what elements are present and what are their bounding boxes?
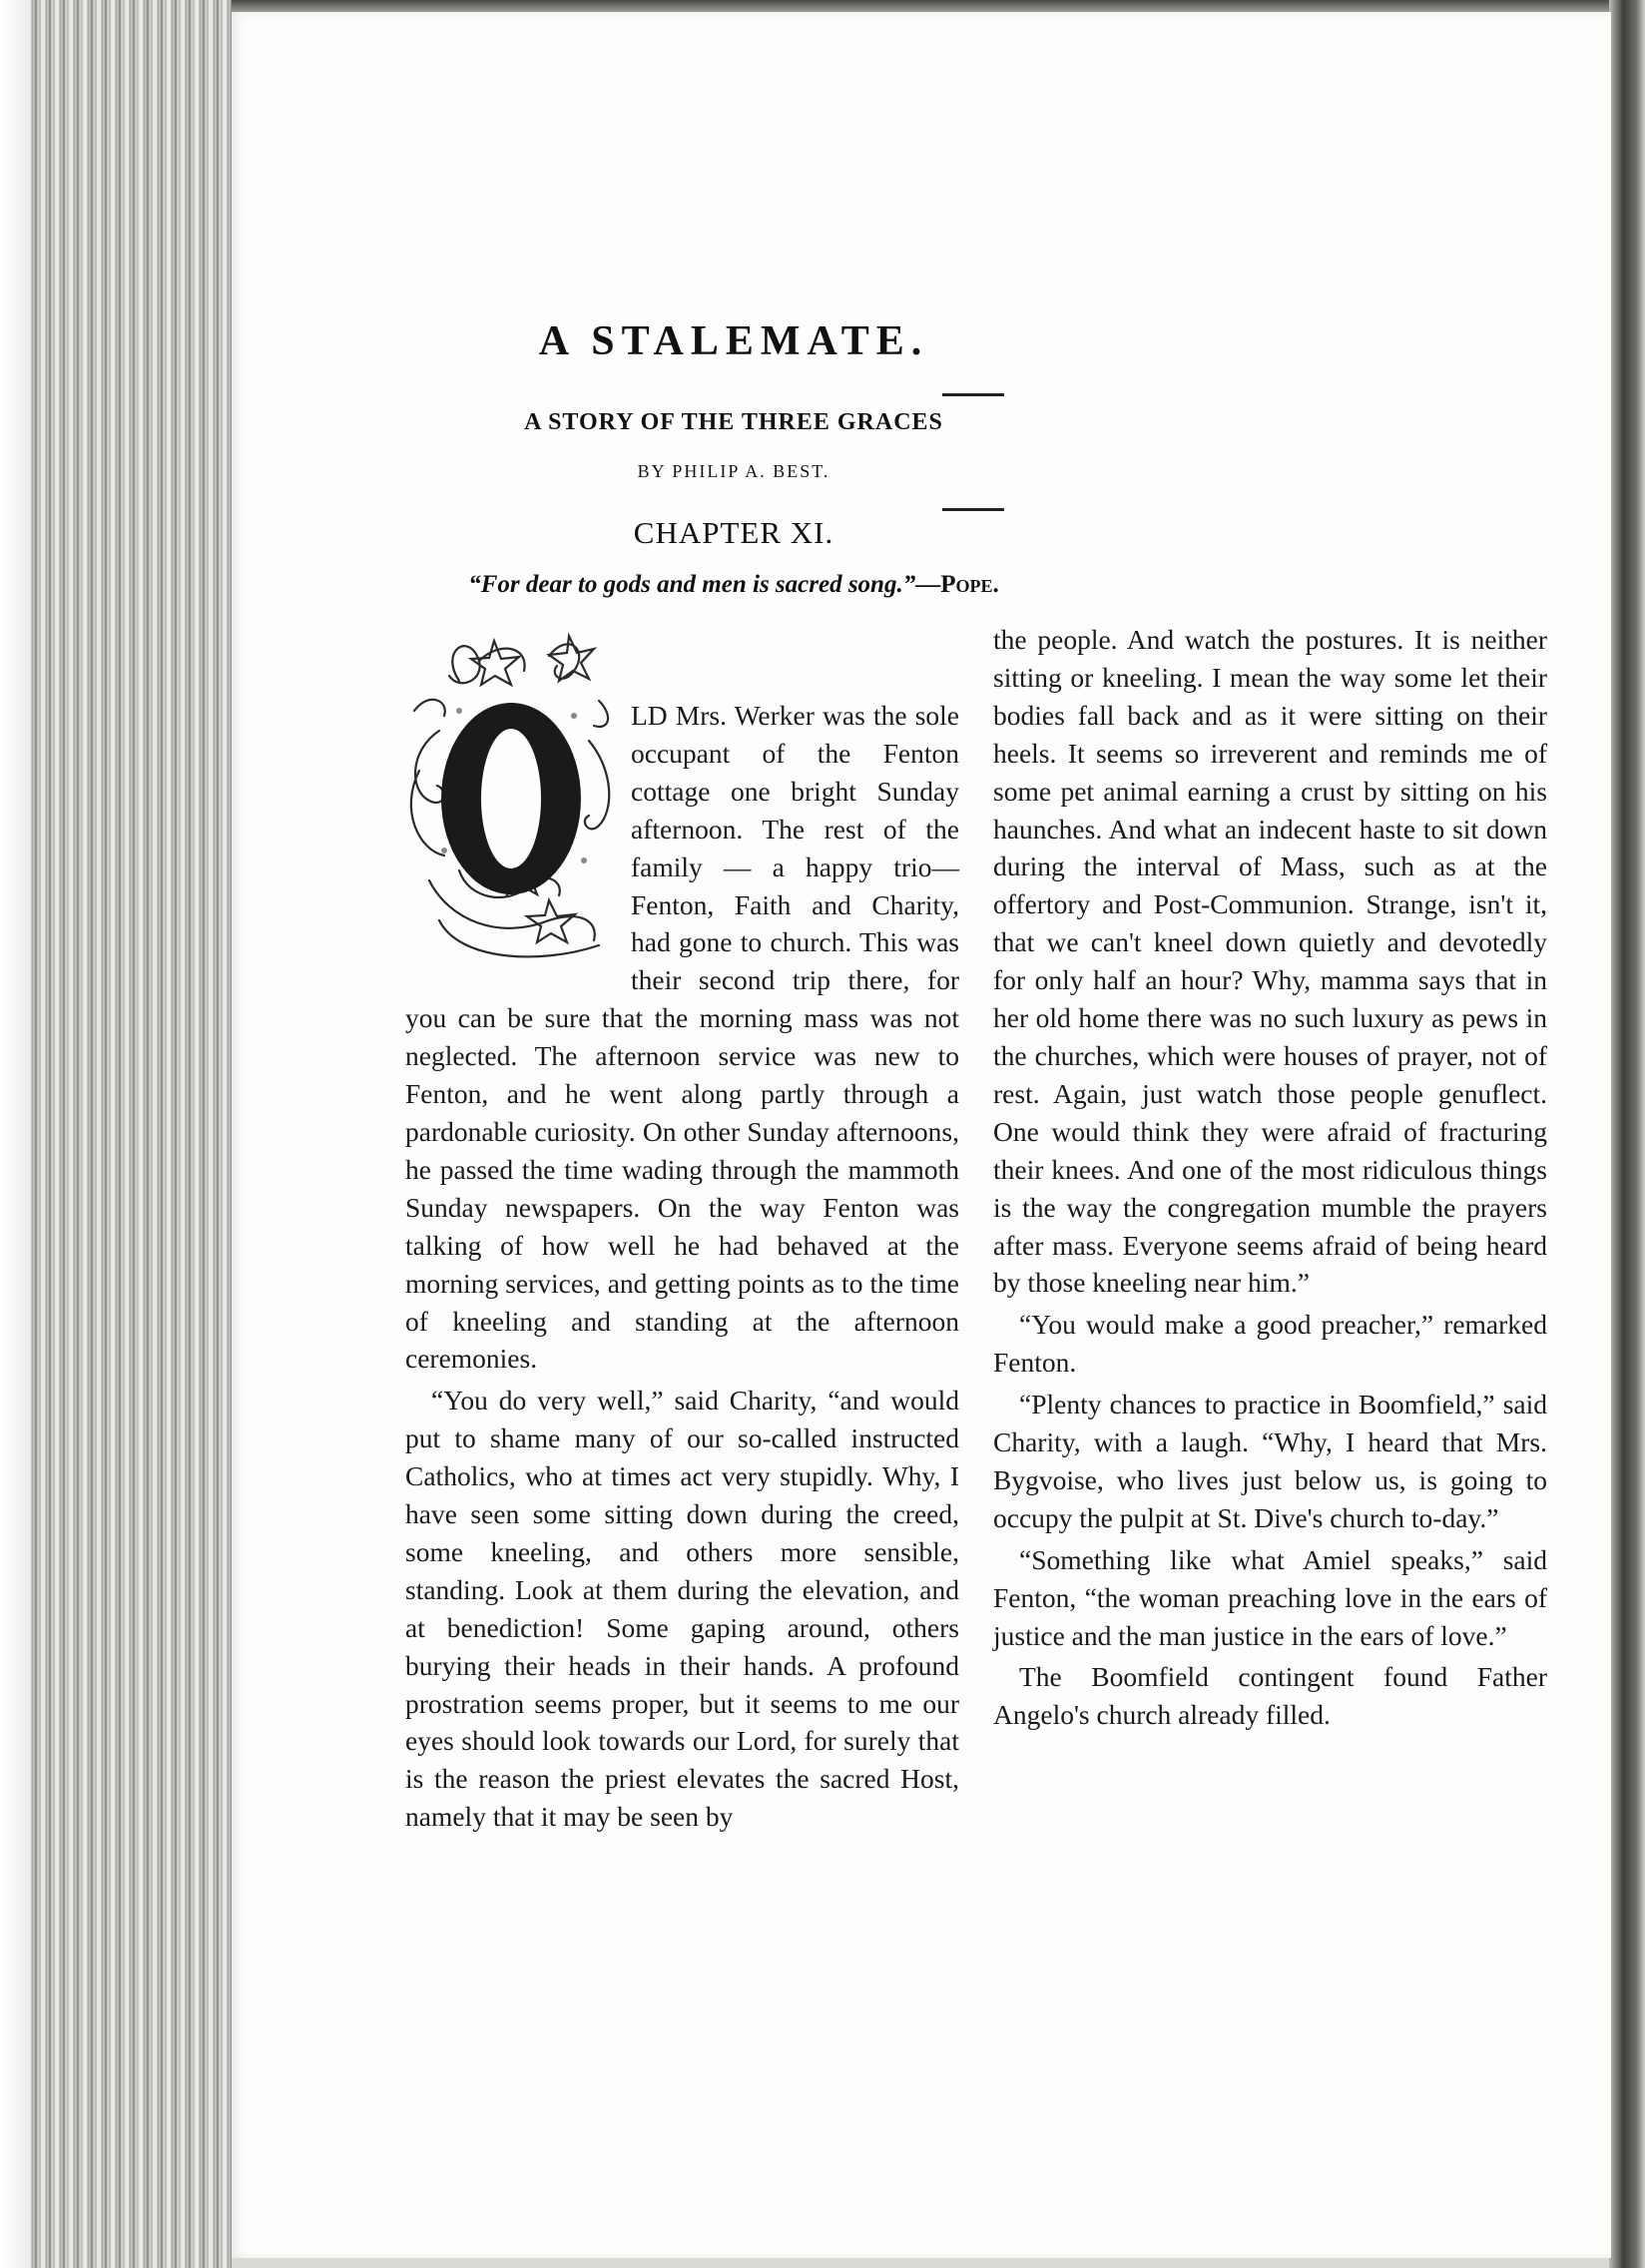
article-byline: BY PHILIP A. BEST. — [637, 461, 830, 481]
epigraph — [334, 571, 1133, 599]
article-title: A STALEMATE. — [538, 318, 929, 364]
paragraph-continued: the people. And watch the postures. It is neither sitting or kneeling. I mean the way some let their bodies fall back and as it were sitting on their heels. It seems so irreverent and reminds me of some pet animal earning a crust by sitting on his haunches. And what an indecent haste to sit down during the interval of Mass, such as at the offertory and Post-Communion. Strange, isn't it, that we can't kneel down quietly and devotedly for only half an hour? Why, mamma says that in her old home there was no such luxury as pews in the churches, which were houses of prayer, not of rest. Again, just watch those people genuflect. One would think they were afraid of fracturing their knees. And one of the most ridiculous things is the way the congregation mumble the prayers after mass. Everyone seems afraid of being heard by those kneeling near him.” — [993, 624, 1547, 1299]
epigraph-quote: “For dear to gods and men is sacred song.” — [468, 571, 916, 598]
ornamental-dropcap-o-icon — [399, 621, 623, 966]
paragraph-opening: LD Mrs. Werker was the sole occupant of the Fenton cottage one bright Sunday afternoon. The rest of the family — a happy trio—Fenton, Faith and Charity, had gone to church. This was their second trip there, for you can be sure that the morning mass was not neglected. The afternoon service was new to Fenton, and he went along partly through a pardonable curiosity. On other Sunday afternoons, he passed the time wading through the mammoth Sunday newspapers. On the way Fenton was talking of how well he had behaved at the morning services, and getting points as to the time of kneeling and standing at the afternoon ceremonies. — [405, 700, 959, 1375]
page-stack-edges — [0, 0, 232, 2268]
chapter-heading: CHAPTER XI. — [633, 515, 834, 550]
right-column — [993, 621, 1547, 1734]
epigraph-author: —Pope. — [915, 571, 999, 598]
paragraph: “Plenty chances to practice in Boomfield,” said Charity, with a laugh. “Why, I heard that Mrs. Bygvoise, who lives just below us, is going to occupy the pulpit at St. Dive's church to-day.” — [993, 1389, 1547, 1533]
title-rule — [942, 393, 1004, 396]
paragraph: “Something like what Amiel speaks,” said Fenton, “the woman preaching love in the ears of justice and the man justice in the ears of love.” — [993, 1543, 1547, 1651]
article-subtitle: A STORY OF THE THREE GRACES — [524, 409, 943, 435]
paragraph: “You do very well,” said Charity, “and would put to shame many of our so-called instructed Catholics, who at times act very stupidly. Why, I have seen some sitting down during the creed, some kneeling, and others more sensible, standing. Look at them during the elevation, and at benediction! Some gaping around, others burying their heads in their hands. A profound prostration seems proper, but it seems to me our eyes should look towards our Lord, for surely that is the reason the priest elevates the sacred Host, namely that it may be seen by — [405, 1385, 959, 1833]
byline-rule — [942, 508, 1004, 511]
paragraph: “You would make a good preacher,” remarked Fenton. — [993, 1309, 1547, 1379]
left-column — [405, 621, 959, 1836]
book-right-edge — [1609, 0, 1645, 2268]
ornamental-dropcap — [399, 621, 623, 966]
paragraph: The Boomfield contingent found Father Angelo's church already filled. — [993, 1661, 1547, 1731]
